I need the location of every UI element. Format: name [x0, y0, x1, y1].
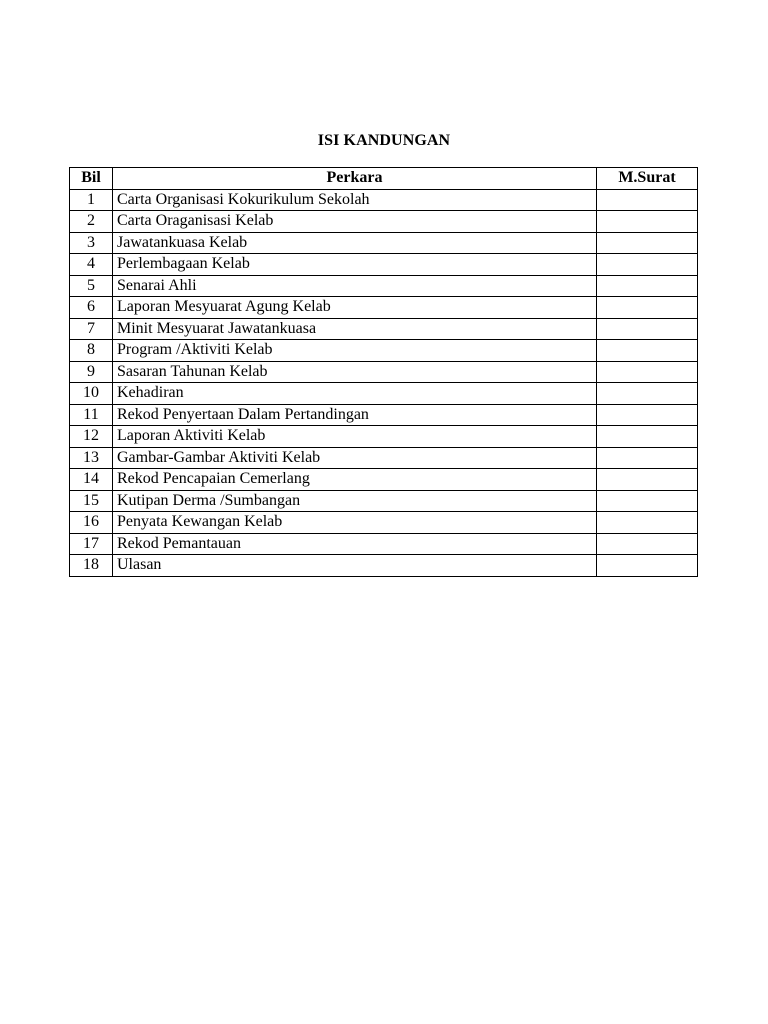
row-number: 3 — [70, 232, 113, 254]
row-item: Gambar-Gambar Aktiviti Kelab — [113, 447, 597, 469]
row-page-number — [597, 189, 698, 211]
table-row — [70, 340, 698, 362]
table-row — [70, 254, 698, 276]
row-item: Ulasan — [113, 555, 597, 577]
column-header-bil: Bil — [70, 168, 113, 190]
column-header-perkara: Perkara — [113, 168, 597, 190]
table-row — [70, 404, 698, 426]
row-page-number — [597, 447, 698, 469]
row-number: 5 — [70, 275, 113, 297]
row-page-number — [597, 275, 698, 297]
table-row — [70, 490, 698, 512]
row-item: Carta Organisasi Kokurikulum Sekolah — [113, 189, 597, 211]
row-item: Kutipan Derma /Sumbangan — [113, 490, 597, 512]
row-number: 4 — [70, 254, 113, 276]
row-number: 12 — [70, 426, 113, 448]
row-number: 15 — [70, 490, 113, 512]
row-number: 9 — [70, 361, 113, 383]
row-item: Kehadiran — [113, 383, 597, 405]
row-number: 1 — [70, 189, 113, 211]
row-page-number — [597, 318, 698, 340]
table-row — [70, 426, 698, 448]
row-page-number — [597, 469, 698, 491]
row-item: Rekod Penyertaan Dalam Pertandingan — [113, 404, 597, 426]
row-item: Senarai Ahli — [113, 275, 597, 297]
row-page-number — [597, 254, 698, 276]
row-item: Carta Oraganisasi Kelab — [113, 211, 597, 233]
row-number: 17 — [70, 533, 113, 555]
page-title: ISI KANDUNGAN — [317, 132, 451, 149]
row-item: Rekod Pencapaian Cemerlang — [113, 469, 597, 491]
column-header-msurat: M.Surat — [597, 168, 698, 190]
row-item: Sasaran Tahunan Kelab — [113, 361, 597, 383]
table-row — [70, 361, 698, 383]
table-row — [70, 189, 698, 211]
row-page-number — [597, 404, 698, 426]
row-item: Program /Aktiviti Kelab — [113, 340, 597, 362]
row-number: 6 — [70, 297, 113, 319]
table-row — [70, 533, 698, 555]
row-page-number — [597, 533, 698, 555]
row-page-number — [597, 232, 698, 254]
row-page-number — [597, 361, 698, 383]
table-row — [70, 211, 698, 233]
row-page-number — [597, 426, 698, 448]
row-item: Minit Mesyuarat Jawatankuasa — [113, 318, 597, 340]
contents-table — [69, 167, 698, 577]
row-number: 10 — [70, 383, 113, 405]
table-row — [70, 555, 698, 577]
row-item: Rekod Pemantauan — [113, 533, 597, 555]
row-item: Penyata Kewangan Kelab — [113, 512, 597, 534]
table-row — [70, 469, 698, 491]
table-row — [70, 232, 698, 254]
row-number: 14 — [70, 469, 113, 491]
row-number: 13 — [70, 447, 113, 469]
row-number: 11 — [70, 404, 113, 426]
row-item: Laporan Mesyuarat Agung Kelab — [113, 297, 597, 319]
row-number: 2 — [70, 211, 113, 233]
table-header-row — [70, 168, 698, 190]
table-row — [70, 297, 698, 319]
row-page-number — [597, 211, 698, 233]
row-item: Laporan Aktiviti Kelab — [113, 426, 597, 448]
row-number: 8 — [70, 340, 113, 362]
table-row — [70, 512, 698, 534]
row-page-number — [597, 340, 698, 362]
table-row — [70, 383, 698, 405]
row-page-number — [597, 490, 698, 512]
row-number: 18 — [70, 555, 113, 577]
row-page-number — [597, 383, 698, 405]
table-row — [70, 318, 698, 340]
row-number: 16 — [70, 512, 113, 534]
row-number: 7 — [70, 318, 113, 340]
row-page-number — [597, 555, 698, 577]
table-row — [70, 275, 698, 297]
row-item: Jawatankuasa Kelab — [113, 232, 597, 254]
row-page-number — [597, 512, 698, 534]
row-item: Perlembagaan Kelab — [113, 254, 597, 276]
row-page-number — [597, 297, 698, 319]
table-row — [70, 447, 698, 469]
